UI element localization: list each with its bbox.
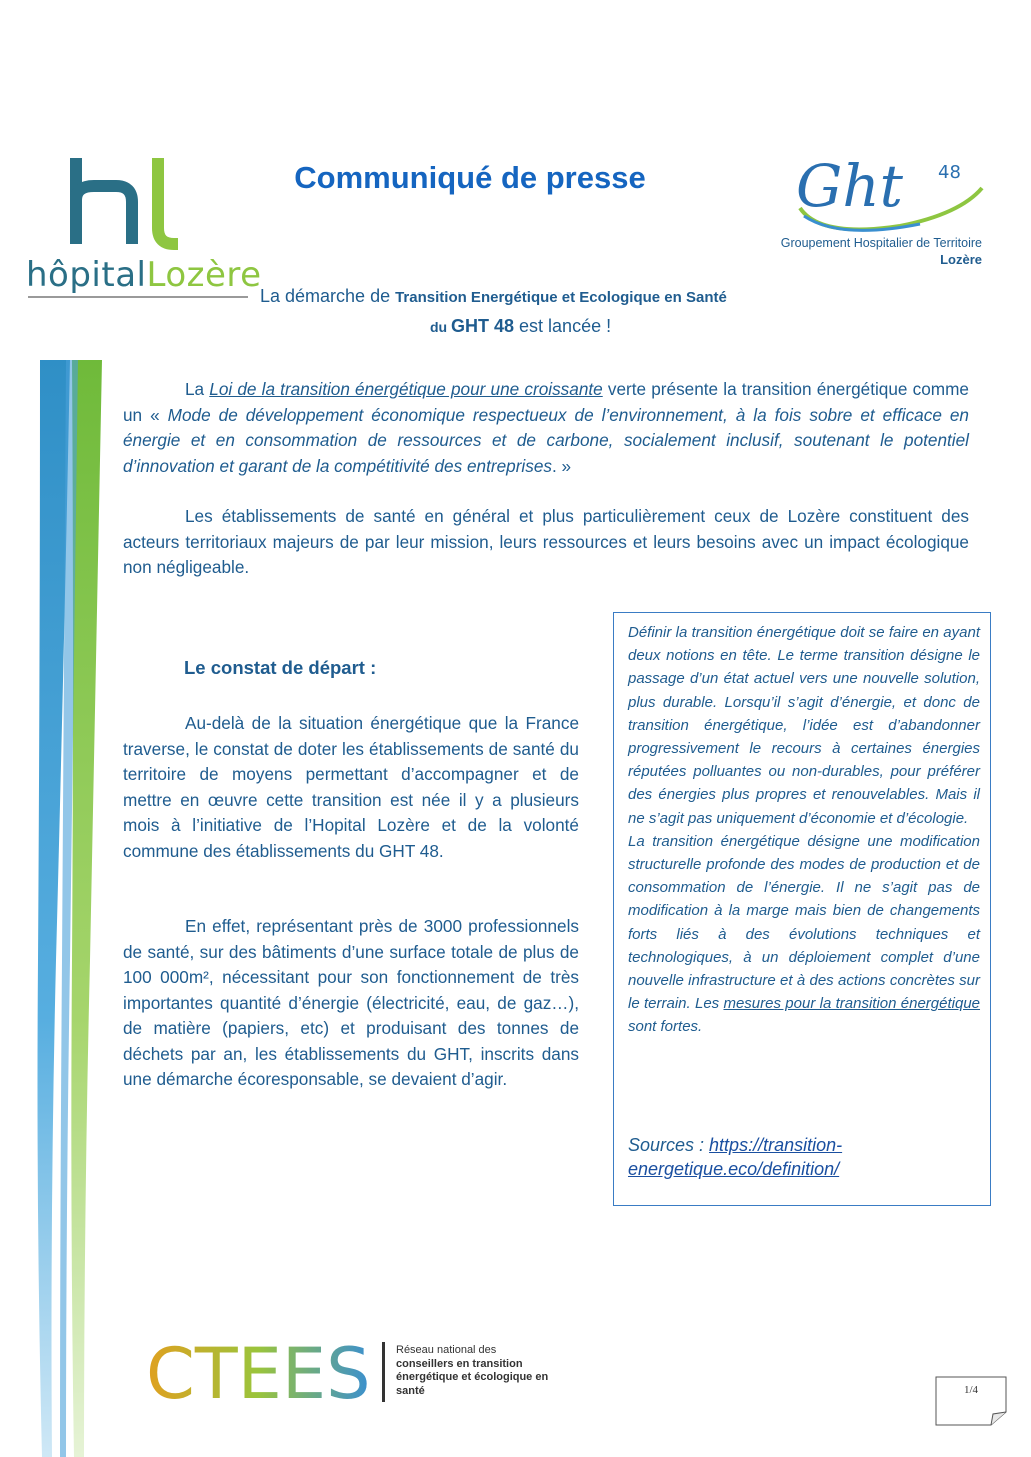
decorative-stripes (30, 360, 110, 1457)
constat-paragraph (123, 711, 579, 864)
sources (628, 1133, 980, 1181)
ght-subtitle-line1: Groupement Hospitalier de Territoire (780, 236, 982, 250)
intro-paragraph (123, 377, 969, 479)
page-title: Communiqué de presse (294, 160, 646, 195)
definition-text2-end: sont fortes. (628, 1018, 703, 1036)
p1-start: La (185, 379, 210, 399)
subtitle-du: du (430, 319, 451, 335)
ctees-desc-line1: Réseau national des (396, 1344, 497, 1356)
lozere-word: Lozère (146, 255, 262, 295)
ght-subtitle-line2: Lozère (940, 252, 982, 267)
ctees-wordmark: CTEES (146, 1336, 371, 1406)
subtitle-line2 (430, 316, 730, 337)
section-heading: Le constat de départ : (184, 657, 377, 678)
ght48-logo (790, 148, 990, 238)
ght-mark: Ght (796, 152, 903, 220)
subtitle-bold: Transition Energétique et Ecologique en Santé (395, 289, 727, 306)
definition-text (628, 621, 980, 1039)
p1-end: . » (551, 455, 572, 476)
p3-text: Au-delà de la situation énergétique que la France traverse, le constat de doter les établissements de santé du territoire de moyens permettant d’accompagner et de mettre en œuvre cette transition est née il y a plusieurs mois à l’initiative de l’Hopital Lozère et de la volonté commune des établissements du GHT 48. (123, 713, 579, 861)
sources-link[interactable]: https://transition-energetique.eco/definition/ (628, 1135, 843, 1179)
p2-text: Les établissements de santé en général et plus particulièrement ceux de Lozère constituent des acteurs territoriaux majeurs de par leur mission, leurs ressources et leurs besoins avec un impact écologique non négligeable. (123, 506, 969, 577)
svg-text:48: 48 (938, 162, 961, 183)
loi-transition-link[interactable]: Loi de la transition énergétique pour une croissante (209, 379, 603, 399)
mesures-link[interactable]: mesures pour la transition énergétique (723, 995, 981, 1013)
logo-underline (28, 296, 248, 298)
p1-mid: verte présente la transition énergétique comme un « (123, 379, 969, 425)
p4-text: En effet, représentant près de 3000 professionnels de santé, sur des bâtiments d’une surface totale de plus de 100 000m², nécessitant pour son fonctionnement de très importantes quantité d’énergie (électricité, eau, de gaz…), de matière (papiers, etc) et produisant des tonnes de déchets par an, les établissements du GHT, inscrits dans une démarche écoresponsable, se devaient d’agir. (123, 916, 579, 1089)
ctees-logo (146, 1336, 386, 1406)
subtitle-suffix: est lancée ! (514, 316, 612, 336)
etablissements-paragraph (123, 504, 969, 581)
subtitle-line1 (260, 286, 860, 307)
subtitle-ght: GHT 48 (451, 316, 515, 336)
definition-text2: La transition énergétique désigne une modification structurelle profonde des modes de production et de consommation de l’énergie. Il ne s’agit pas de modification à la marge mais bien de changements forts liés à des évolutions techniques et technologiques, à un déploiement complet d’une nouvelle infrastructure et à des actions concrètes sur le terrain. Les (628, 832, 980, 1013)
ctees-desc-rest: conseillers en transition énergétique et écologique en santé (396, 1357, 549, 1397)
page-number: 1/4 (963, 1384, 979, 1396)
hopital-lozere-wordmark (26, 255, 262, 295)
p1-quote: Mode de développement économique respectueux de l’environnement, à la fois sobre et efficace en énergie et en consommation de ressources et de carbone, socialement inclusif, soutenant le potentiel d’innovation et garant de la compétitivité des entreprises (123, 404, 969, 476)
hopital-word: hôpital (26, 255, 147, 295)
effet-paragraph (123, 914, 579, 1093)
sources-label: Sources : (628, 1135, 710, 1155)
definition-box (613, 612, 991, 1206)
ctees-description (396, 1344, 566, 1398)
ctees-separator (382, 1342, 385, 1402)
subtitle-prefix: La démarche de (260, 286, 396, 306)
definition-text1: Définir la transition énergétique doit se faire en ayant deux notions en tête. Le terme transition désigne le passage d’un état actuel vers une nouvelle solution, plus durable. Lorsqu’il s’agit d’énergie, et donc de transition énergétique, l’idée est d’abandonner progressivement le recours à certaines énergies réputées polluantes ou non-durables, pour préférer des énergies plus propres et renouvelables. Mais il ne s’agit pas uniquement d’économie et d’écologie. (628, 624, 980, 827)
